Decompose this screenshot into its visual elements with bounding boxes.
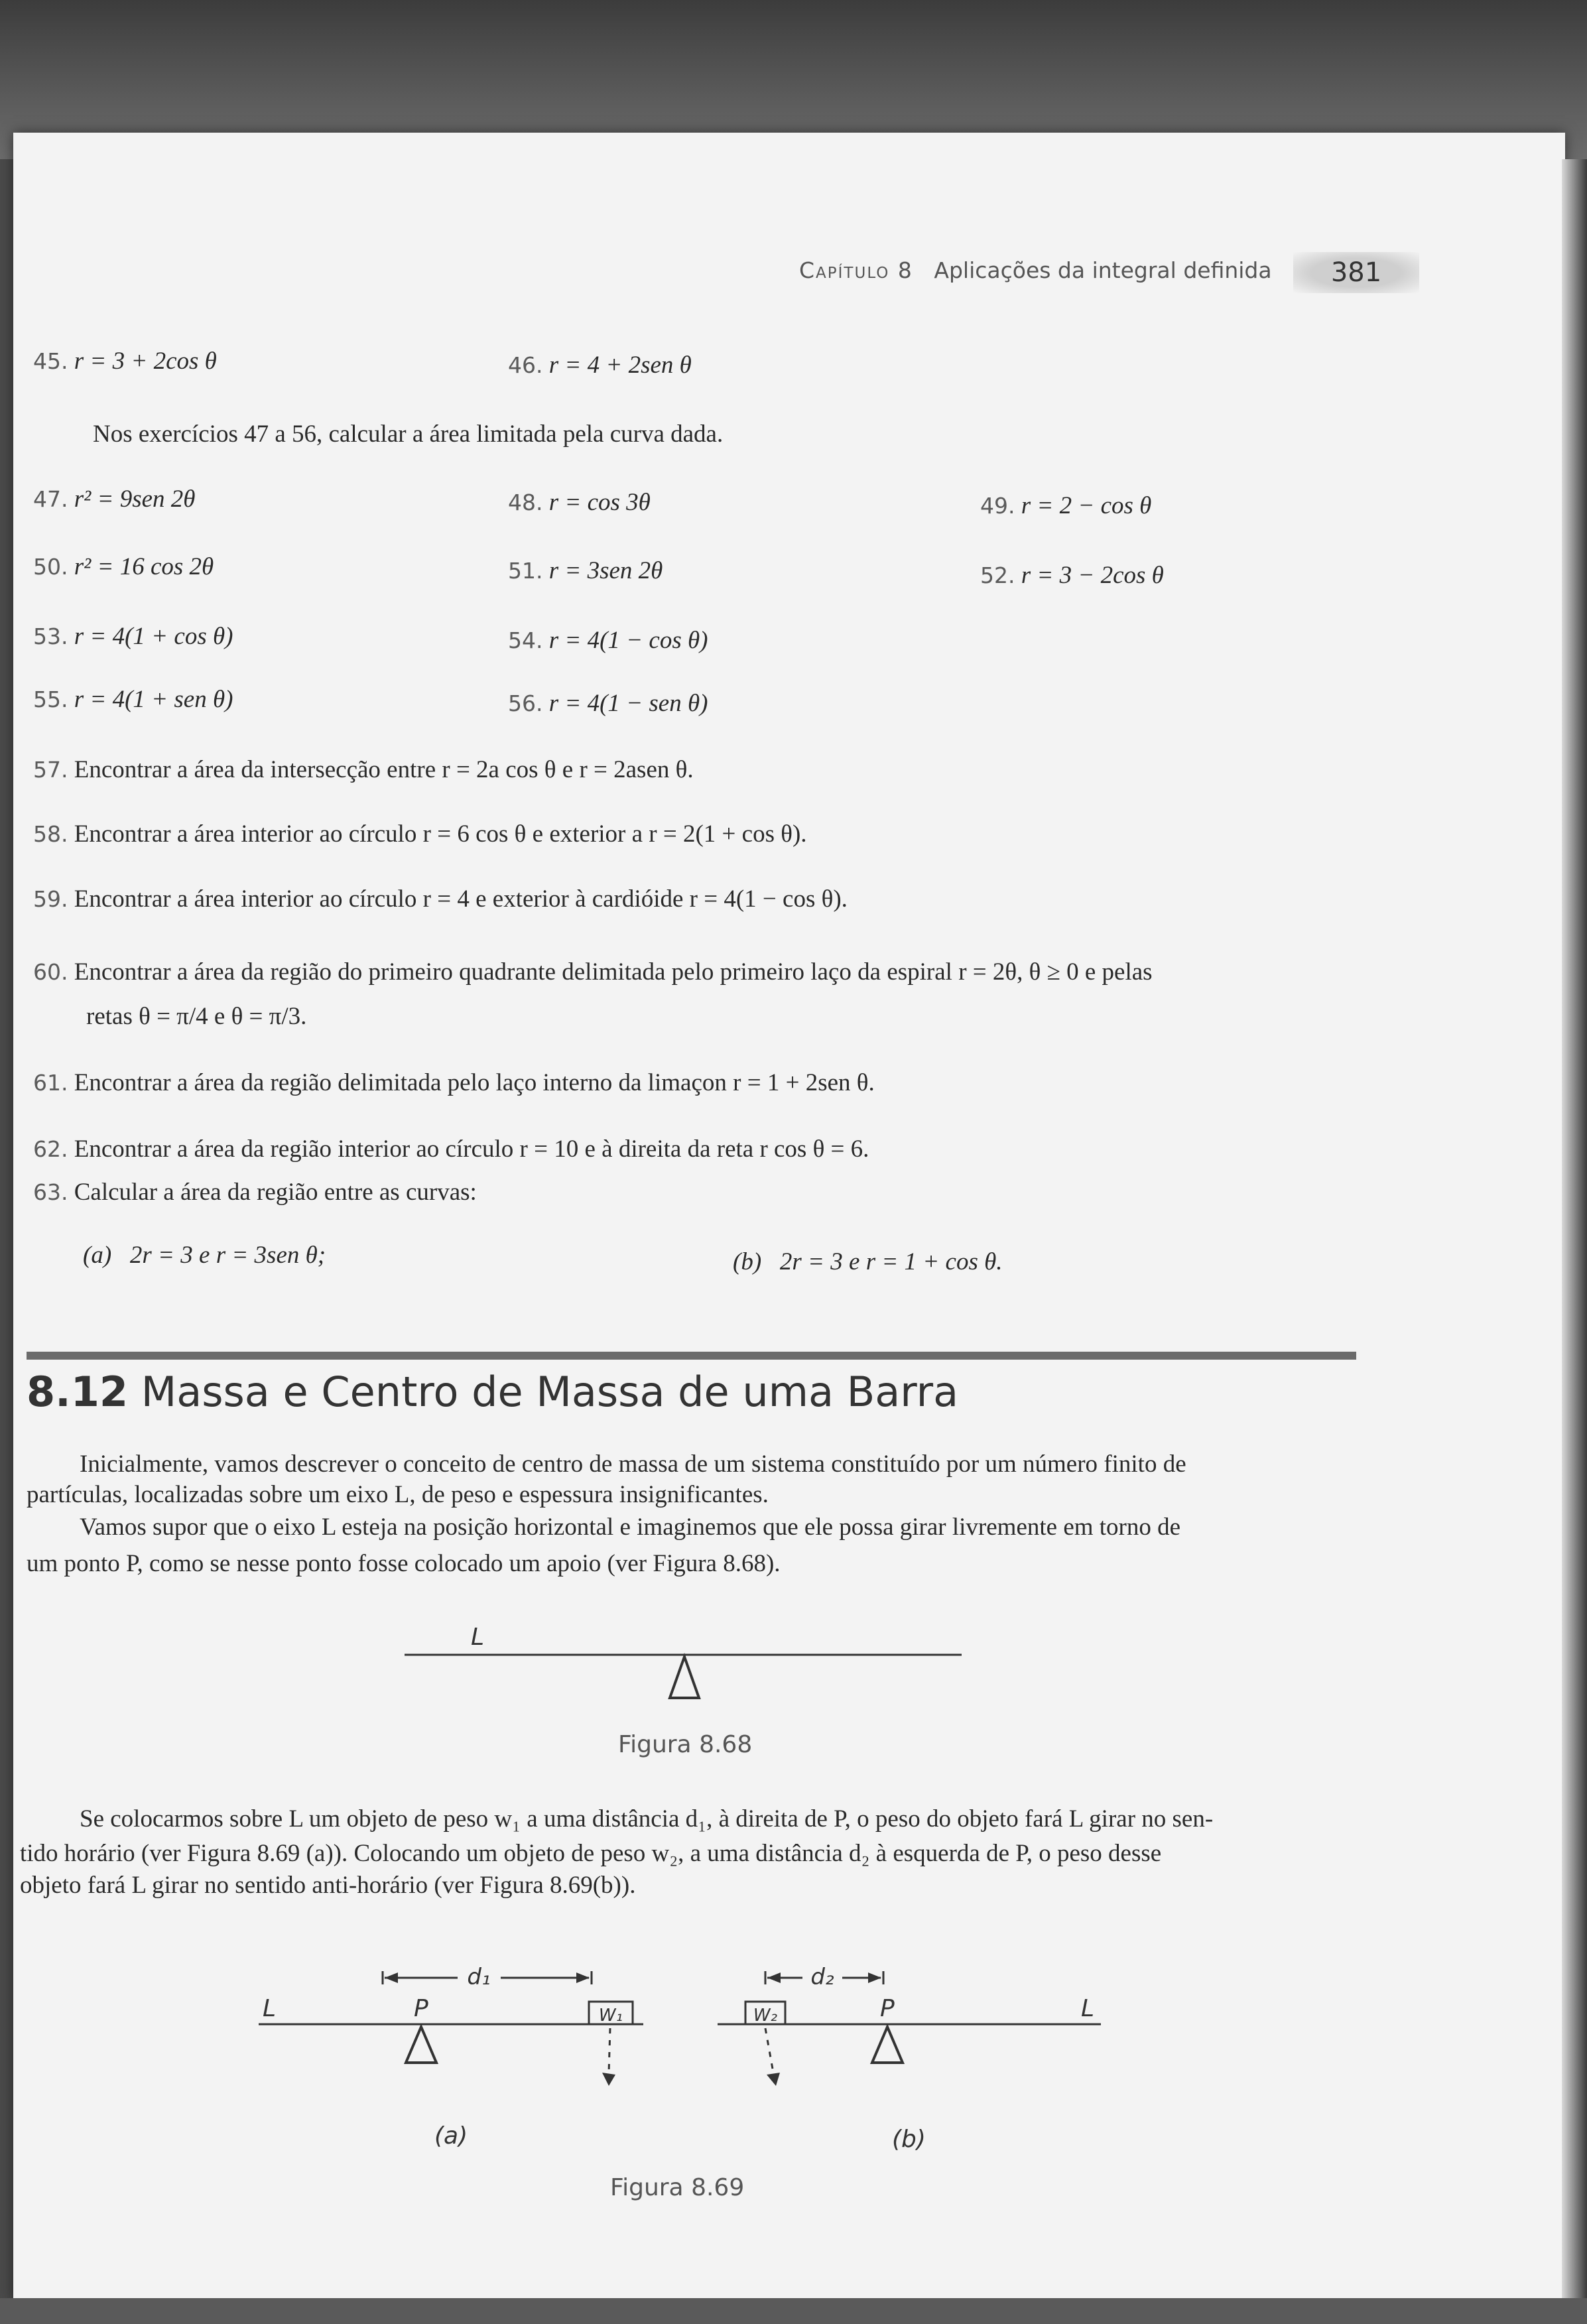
exercise-text: Encontrar a área interior ao círculo r = 6 cos θ e exterior a r = 2(1 + cos θ). [74, 820, 807, 848]
exercise-text: r = 4(1 − sen θ) [548, 690, 708, 717]
exercise-number: 59. [33, 886, 68, 912]
exercise-57 [33, 755, 694, 785]
exercise-number: 47. [33, 486, 68, 512]
paragraph-3-line-3: objeto fará L girar no sentido anti-horário (ver Figura 8.69(b)). [20, 1872, 636, 1899]
exercise-number: 58. [33, 821, 68, 847]
exercise-number: 54. [508, 627, 543, 653]
exercise-50 [33, 552, 214, 582]
exercise-number: 62. [33, 1136, 68, 1162]
chapter-label: Capítulo 8 [799, 257, 913, 283]
exercise-number: 56. [508, 690, 543, 716]
exercise-text: Encontrar a área da intersecção entre r = 2a cos θ e r = 2asen θ. [74, 756, 694, 783]
exercise-48 [508, 487, 651, 518]
arrow-right-icon [868, 1972, 881, 1983]
exercise-number: 48. [508, 489, 543, 515]
exercise-number: 51. [508, 558, 543, 584]
pivot-triangle-icon [670, 1657, 699, 1698]
axis-label: L [471, 1624, 485, 1651]
chapter-title: Aplicações da integral definida [934, 257, 1272, 283]
exercise-61 [33, 1068, 875, 1098]
paragraph-3-line-1: Se colocarmos sobre L um objeto de peso w₁ a uma distância d₁, à direita de P, o peso do objeto fará L girar no sen- [80, 1805, 1214, 1833]
item-text: 2r = 3 e r = 3sen θ; [129, 1242, 326, 1269]
exercise-54 [508, 625, 708, 656]
section-title: Massa e Centro de Massa de uma Barra [141, 1368, 959, 1416]
exercise-49 [980, 491, 1151, 521]
exercise-number: 61. [33, 1070, 68, 1096]
pivot-triangle-icon [872, 2027, 903, 2063]
exercise-text: r = 4(1 + sen θ) [74, 686, 233, 713]
weight-label: W₂ [753, 2006, 778, 2026]
exercise-number: 45. [33, 348, 68, 374]
exercise-text: Encontrar a área da região do primeiro quadrante delimitada pelo primeiro laço da espiral r = 2θ, θ ≥ 0 e pelas [74, 958, 1153, 986]
clockwise-arrow-icon [602, 2073, 615, 2086]
paragraph-1-line-2: partículas, localizadas sobre um eixo L, de peso e espessura insignificantes. [27, 1481, 769, 1508]
paragraph-1-line-1: Inicialmente, vamos descrever o conceito de centro de massa de um sistema constituído por um número finito de [80, 1451, 1186, 1478]
exercise-text: r = 3 − 2cos θ [1021, 562, 1164, 589]
exercise-60-continuation: retas θ = π/4 e θ = π/3. [86, 1003, 307, 1030]
exercise-text: Encontrar a área da região delimitada pelo laço interno da limaçon r = 1 + 2sen θ. [74, 1069, 875, 1096]
exercise-text: r = 4 + 2sen θ [548, 352, 692, 379]
page-number: 381 [1293, 252, 1419, 293]
exercise-text: r = 3 + 2cos θ [74, 348, 217, 375]
section-number: 8.12 [27, 1368, 128, 1416]
item-text: 2r = 3 e r = 1 + cos θ. [779, 1248, 1003, 1275]
exercise-text: r = 3sen 2θ [548, 557, 663, 584]
scanner-bottom-shadow [0, 2298, 1587, 2324]
exercise-text: r² = 9sen 2θ [74, 485, 196, 513]
pivot-label: P [880, 1995, 895, 2022]
exercise-number: 53. [33, 623, 68, 649]
axis-label: L [1081, 1995, 1095, 2022]
rotation-dashed-line [765, 2028, 773, 2073]
figure-8-69b-diagram [710, 1943, 1108, 2142]
arrow-left-icon [385, 1972, 398, 1983]
exercise-45 [33, 346, 217, 377]
exercise-58 [33, 819, 807, 850]
figure-8-69b-subcaption: (b) [892, 2126, 926, 2153]
figure-8-68-diagram [398, 1612, 968, 1718]
arrow-left-icon [767, 1972, 781, 1983]
distance-label: d₂ [810, 1964, 834, 1990]
exercise-52 [980, 560, 1164, 591]
exercise-text: Encontrar a área interior ao círculo r = 4 e exterior à cardióide r = 4(1 − cos θ). [74, 885, 848, 913]
exercise-number: 57. [33, 757, 68, 783]
exercise-59 [33, 884, 848, 915]
distance-label: d₁ [467, 1964, 491, 1990]
exercise-number: 60. [33, 959, 68, 985]
pivot-triangle-icon [406, 2027, 436, 2063]
figure-8-69-caption: Figura 8.69 [610, 2174, 745, 2201]
rotation-dashed-line [609, 2028, 610, 2073]
exercise-56 [508, 688, 708, 719]
figure-8-69a-diagram [252, 1943, 663, 2142]
exercise-51 [508, 556, 663, 586]
exercise-text: Encontrar a área da região interior ao círculo r = 10 e à direita da reta r cos θ = 6. [74, 1135, 869, 1163]
paragraph-3-line-2: tido horário (ver Figura 8.69 (a)). Colocando um objeto de peso w₂, a uma distância d₂ à esquerda de P, o peso desse [20, 1840, 1162, 1867]
exercise-62 [33, 1134, 869, 1165]
exercise-text: Calcular a área da região entre as curvas: [74, 1179, 477, 1206]
page-edge-shadow [1562, 159, 1587, 2308]
exercise-number: 50. [33, 554, 68, 580]
exercise-60 [33, 957, 1153, 988]
figure-8-69a-subcaption: (a) [434, 2122, 468, 2150]
weight-label: W₁ [598, 2006, 623, 2026]
exercise-63a [83, 1240, 326, 1271]
paragraph-2-line-1: Vamos supor que o eixo L esteja na posição horizontal e imaginemos que ele possa girar livremente em torno de [80, 1514, 1181, 1541]
exercise-number: 49. [980, 493, 1015, 519]
exercise-text: r = cos 3θ [548, 489, 651, 516]
running-header [799, 257, 1272, 283]
exercise-number: 55. [33, 686, 68, 712]
arrow-right-icon [576, 1972, 590, 1983]
section-heading [27, 1365, 958, 1419]
exercise-text: r² = 16 cos 2θ [74, 553, 214, 580]
exercise-63b [733, 1247, 1003, 1277]
exercise-63 [33, 1177, 477, 1208]
axis-label: L [263, 1995, 277, 2022]
paragraph-2-line-2: um ponto P, como se nesse ponto fosse colocado um apoio (ver Figura 8.68). [27, 1550, 781, 1577]
exercise-text: r = 2 − cos θ [1021, 492, 1152, 519]
counterclockwise-arrow-icon [767, 2073, 780, 2086]
section-divider [27, 1352, 1356, 1360]
exercise-53 [33, 621, 233, 652]
exercise-number: 52. [980, 562, 1015, 588]
item-label: (a) [83, 1242, 112, 1269]
exercise-text: r = 4(1 + cos θ) [74, 623, 233, 650]
exercise-47 [33, 484, 195, 515]
exercise-55 [33, 684, 233, 715]
figure-8-68-caption: Figura 8.68 [618, 1731, 753, 1758]
exercise-instruction: Nos exercícios 47 a 56, calcular a área limitada pela curva dada. [93, 420, 724, 448]
item-label: (b) [733, 1248, 762, 1275]
exercise-46 [508, 350, 692, 381]
pivot-label: P [414, 1995, 428, 2022]
exercise-number: 63. [33, 1179, 68, 1205]
exercise-number: 46. [508, 352, 543, 378]
exercise-text: r = 4(1 − cos θ) [548, 627, 708, 654]
